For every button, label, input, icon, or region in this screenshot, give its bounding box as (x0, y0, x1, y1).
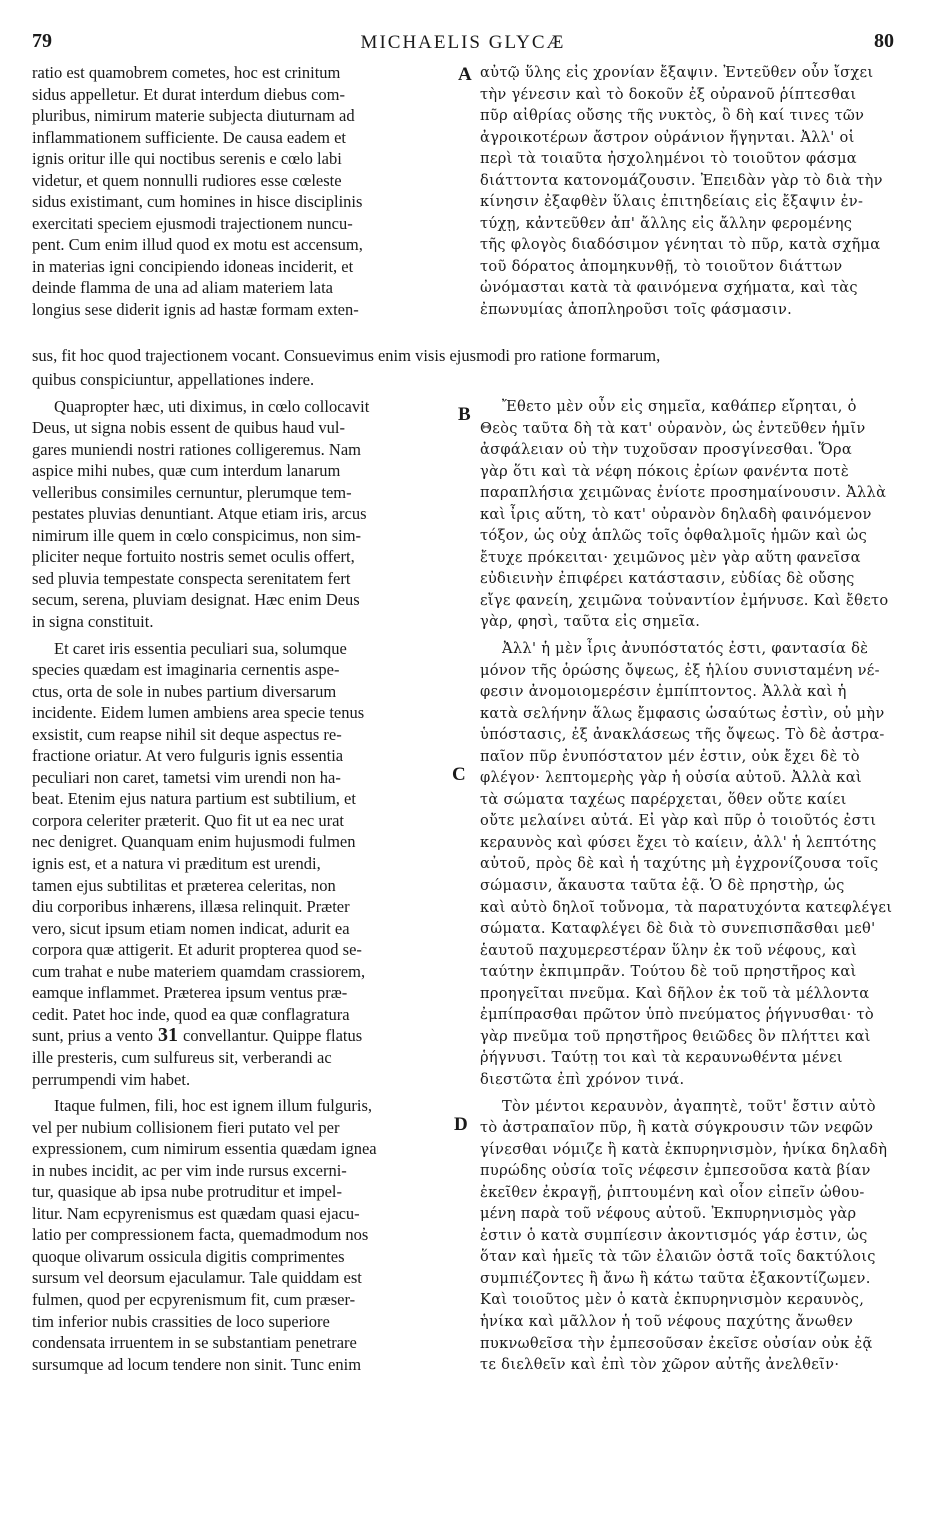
latin-line: ignis est, et a natura vi præditum est urendi, (32, 854, 321, 874)
latin-line: eamque inflammet. Præterea ipsum ventus præ- (32, 983, 348, 1003)
latin-line: condensata irruentem in se substantiam penetrare (32, 1333, 357, 1353)
section-marker-d: D (454, 1114, 468, 1135)
greek-line: Καὶ τοιοῦτος μὲν ὁ κατὰ ἐκπυρηνισμὸν κεραυνὸς, (480, 1291, 865, 1309)
greek-line: παῖον πῦρ ἐνυπόστατον μέν ἐστιν, οὐκ ἔχει δὲ τὸ (480, 747, 860, 765)
greek-line: Τὸν μέντοι κεραυνὸν, ἀγαπητὲ, τοῦτ' ἔστιν αὐτὸ (502, 1097, 876, 1115)
greek-line: γὰρ, φησὶ, ταῦτα εἰς σημεῖα. (480, 613, 701, 631)
full-width-line: sus, fit hoc quod trajectionem vocant. Consuevimus enim visis ejusmodi pro ratione formarum, (32, 346, 661, 365)
latin-line: pent. Cum enim illud quod ex motu est accensum, (32, 235, 363, 255)
greek-line: ἀγροικοτέρων ἄστρον οὐράνιον ἥγηνται. Ἀλλ' οἱ (480, 128, 855, 146)
latin-line: deinde flamma de una ad aliam materiem lata (32, 278, 333, 298)
greek-line: αὐτῷ ὕλης εἰς χρονίαν ἔξαψιν. Ἐντεῦθεν οὖν ἴσχει (480, 64, 874, 81)
latin-line: expressionem, cum nimirum essentia quædam ignea (32, 1139, 377, 1159)
greek-line: οὔτε μελαίνει αὐτά. Εἰ γὰρ καὶ πῦρ ὁ τοιοῦτός ἐστι (480, 812, 877, 830)
greek-line: τῆς φλογὸς διαδόσιμον γένηται τὸ πῦρ, κατὰ σχῆμα (480, 236, 881, 254)
greek-line: παραπλήσια χειμῶνας ἐνίοτε προσημαίνουσιν. Ἀλλὰ (480, 484, 887, 502)
greek-line: περὶ τὰ τοιαῦτα ἠσχολημένοι τὸ τοιοῦτον φάσμα (480, 150, 857, 168)
latin-column-main (32, 369, 452, 1375)
latin-line: velleribus consimiles cernuntur, plerumque tem- (32, 482, 352, 502)
latin-line: pliciter neque fortuito nostris semet oculis offert, (32, 547, 355, 567)
latin-line: ignis oritur ille qui noctibus serenis e cœlo labi (32, 149, 342, 169)
latin-line: sidus existimant, cum homines in hisce disciplinis (32, 192, 363, 212)
latin-line: sursum vel deorsum ejaculamur. Tale quiddam est (32, 1268, 362, 1288)
greek-line: καὶ αὐτὸ δηλοῖ τοὔνομα, τὰ παρατυχόντα κατεφλέγει (480, 898, 893, 916)
greek-line: πυρώδης οὐσία τοῖς νέφεσιν ἐμπεσοῦσα κατὰ βίαν (480, 1162, 871, 1180)
section-marker-b: B (458, 404, 471, 425)
greek-line: γὰρ πνεῦμα τοῦ πρηστῆρος θειῶδες ὂν πλήττει καὶ (480, 1027, 871, 1045)
section-marker-a: A (458, 64, 472, 85)
latin-line: aspice mihi nubes, quæ cum interdum lanarum (32, 461, 341, 481)
latin-line: ratio est quamobrem cometes, hoc est crinitum (32, 63, 341, 82)
page-header (30, 30, 896, 56)
running-head: MICHAELIS GLYCÆ (360, 32, 566, 53)
latin-line: vel per nubium collisionem fieri putato vel per (32, 1117, 340, 1137)
latin-line: in materias igni concipiendo idoneas inciderit, et (32, 256, 354, 276)
greek-line: τύχῃ, κἀντεῦθεν ἀπ' ἄλλης εἰς ἄλλην φερομένης (480, 214, 853, 232)
latin-line: perrumpendi vim habet. (32, 1069, 191, 1089)
greek-line: αὐτοῦ, πρὸς δὲ καὶ ἡ ταχύτης μὴ ἐγχρονίζουσα τοῖς (480, 855, 879, 873)
latin-line-start: sunt, prius a vento (32, 1026, 153, 1046)
latin-line: sursumque ad locum tendere non sinit. Tunc enim (32, 1354, 362, 1374)
right-page-number: 80 (874, 30, 894, 52)
latin-line: Et caret iris essentia peculiari sua, solumque (54, 638, 347, 658)
greek-line: μόνον τῆς ὁρώσης ὄψεως, ἐξ ἡλίου συνισταμένη νέ- (480, 661, 880, 679)
latin-line: sed pluvia tempestate conspecta serenitatem fert (32, 568, 351, 588)
latin-line: latio per compressionem facta, quemadmodum nos (32, 1225, 369, 1245)
greek-line: τὰ σώματα ταχέως παρέρχεται, ὅθεν οὔτε καίει (480, 790, 847, 808)
latin-line: Quapropter hæc, uti diximus, in cœlo collocavit (54, 396, 370, 416)
greek-line: τόξον, ὡς οὐχ ἁπλῶς τοῖς ὀφθαλμοῖς ἡμῶν καὶ ὡς (480, 527, 868, 545)
greek-line: κατὰ σελήνην ἅλως ἔμφασις ὡσαύτως ἐστὶν, οὐ μὴν (480, 704, 885, 722)
latin-line: species quædam est imaginaria cernentis aspe- (32, 660, 340, 680)
greek-line: εἴγε φανείη, χειμῶνα τοὐναντίον ἐμήνυσε. Καὶ ἔθετο (480, 591, 889, 609)
latin-line: pluribus, nimirum materie subjecta diuturnam ad (32, 106, 355, 126)
greek-line: ἀσφάλειαν οὐ τὴν τυχοῦσαν προσγίνεσθαι. Ὅρα (480, 441, 852, 459)
greek-line: Θεὸς ταῦτα δὴ τὰ κατ' οὐρανὸν, ὡς ἐντεῦθεν ἡμῖν (480, 419, 866, 437)
latin-line: ctus, orta de sole in nubes partium diversarum (32, 681, 337, 701)
latin-column-top (32, 62, 452, 321)
greek-line: τε διελθεῖν καὶ ἐπὶ τὸν χῶρον αὐτῆς ἀνελθεῖν· (480, 1356, 840, 1374)
latin-line: gares muniendi nostri rationes colligeremus. Nam (32, 439, 362, 459)
latin-line: peculiari non caret, tametsi vim urendi non ha- (32, 767, 341, 787)
greek-line: γίνεσθαι νόμιζε ἢ κατὰ ἐκπυρηνισμὸν, ἡνίκα δηλαδὴ (480, 1140, 888, 1158)
latin-line: cum trahat e nube materiem quamdam crassiorem, (32, 961, 366, 981)
greek-line: ἑαυτοῦ παχυμερεστέραν ὕλην ἐκ τοῦ νέφους, καὶ (480, 941, 858, 959)
latin-line: fractione oriatur. At vero fulguris ignis essentia (32, 746, 344, 766)
greek-line: ταύτην ἐκπιμπρᾶν. Τούτου δὲ τοῦ πρηστῆρος καὶ (480, 963, 857, 981)
greek-line: ἐμπίπρασθαι πρῶτον ὑπὸ πνεύματος ῥήγνυσθαι· τὸ (480, 1006, 874, 1024)
latin-line: tur, quasique ab ipsa nube protruditur et impel- (32, 1182, 343, 1202)
greek-line: φεσιν ἀνομοιομερέσιν ἐμπίπτοντος. Ἀλλὰ καὶ ἡ (480, 683, 847, 701)
latin-line: inflammationem sufficiente. De causa eadem et (32, 127, 346, 147)
greek-line: φλέγον· λεπτομερὴς γὰρ ἡ οὐσία αὐτοῦ. Ἀλλὰ καὶ (480, 769, 862, 787)
latin-line: vero, sicut ipsum etiam nomen indicat, adurit ea (32, 918, 350, 938)
greek-line: Ἔθετο μὲν οὖν εἰς σημεῖα, καθάπερ εἴρηται, ὁ (502, 398, 857, 415)
latin-line: incidente. Eidem lumen ambiens area specie tenus (32, 703, 365, 723)
folio-number: 31 (153, 1025, 183, 1047)
latin-line: corpora celeriter præterit. Quo fit ut ea nec urat (32, 810, 344, 830)
greek-line: ῥήγνυσι. Ταύτῃ τοι καὶ τὰ κεραυνωθέντα μένει (480, 1049, 843, 1067)
latin-line: fulmen, quod per ecpyrenismum fit, cum præser- (32, 1289, 356, 1309)
greek-line: ὑπόστασις, ἐξ ἀνακλάσεως τῆς ὄψεως. Τὸ δὲ ἀστρα- (480, 726, 885, 744)
latin-line: ille presteris, cum sulfureus sit, verberandi ac (32, 1047, 332, 1067)
left-page-number: 79 (32, 30, 52, 52)
latin-line: longius sese diderit ignis ad hastæ formam exten- (32, 300, 359, 320)
latin-line: pestates pluvias denuntiant. Atque etiam iris, arcus (32, 504, 367, 524)
greek-line: ὠνόμασται κατὰ τὰ φαινόμενα σχήματα, καὶ τὰς (480, 279, 858, 297)
greek-line: Ἀλλ' ἡ μὲν ἶρις ἀνυπόστατός ἐστι, φαντασία δὲ (502, 640, 869, 658)
greek-line: προηγεῖται πνεῦμα. Καὶ δῆλον ἐκ τοῦ τὰ μέλλοντα (480, 984, 870, 1002)
latin-line: tamen ejus subtilitas et præterea celeritas, non (32, 875, 336, 895)
latin-line: secum, serena, pluviam designat. Hæc enim Deus (32, 590, 360, 610)
greek-line: τὸ ἀστραπαῖον πῦρ, ἢ κατὰ σύγκρουσιν τῶν νεφῶν (480, 1119, 874, 1137)
latin-line: exercitati speciem ejusmodi trajectionem nuncu- (32, 213, 353, 233)
latin-line: nimirum ille quem in cœlo conspicimus, non sim- (32, 525, 362, 545)
greek-line: μένη παρὰ τοῦ νέφους αὐτοῦ. Ἐκπυρηνισμὸς γὰρ (480, 1205, 857, 1223)
greek-line: κίνησιν ἐξαφθὲν ὕλαις ἐπιτηδείαις εἰς ἔξαψιν ἐν- (480, 193, 864, 211)
latin-line-end: convellantur. Quippe flatus (183, 1026, 363, 1046)
latin-line: litur. Nam ecpyrenismus est quædam quasi ejacu- (32, 1203, 360, 1223)
latin-line: quoque olivarum ossicula digitis comprimentes (32, 1246, 345, 1266)
greek-column-main (480, 396, 898, 1376)
greek-line: ὅταν καὶ ἡμεῖς τὰ τῶν ἐλαιῶν ὀστᾶ τοῖς δακτύλοις (480, 1248, 876, 1266)
latin-line (32, 1025, 452, 1047)
greek-line: κεραυνὸς καὶ φύσει ἔχει τὸ καίειν, ἀλλ' ἡ λεπτότης (480, 833, 877, 851)
section-marker-c: C (452, 764, 466, 785)
latin-line: videtur, et quem nonnulli rudiores esse cœleste (32, 170, 342, 190)
latin-line: sidus appelletur. Et durat interdum diebus com- (32, 84, 345, 104)
latin-line: exsistit, cum reapse nihil sit deque aspectus re- (32, 724, 342, 744)
greek-line: εὐδιεινὴν ἐπιφέρει κατάστασιν, εὐδίας δὲ οὔσης (480, 570, 855, 588)
greek-line: ἐκεῖθεν ἐκραγῇ, ῥιπτουμένη καὶ οἷον εἰπεῖν ὠθου- (480, 1183, 865, 1201)
greek-line: τὴν γένεσιν καὶ τὸ δοκοῦν ἐξ οὐρανοῦ ῥίπτεσθαι (480, 85, 857, 103)
latin-line: quibus conspiciuntur, appellationes indere. (32, 370, 315, 389)
greek-column-top (480, 62, 898, 321)
latin-line: cedit. Patet hoc inde, quod ea quæ conflagratura (32, 1004, 350, 1024)
latin-line: Itaque fulmen, fili, hoc est ignem illum fulguris, (54, 1096, 373, 1116)
greek-line: πυκνωθεῖσα τὴν ἐμπεσοῦσαν ἐκεῖσε οὐσίαν οὐκ ἐᾷ (480, 1334, 873, 1352)
latin-line: beat. Etenim ejus natura partium est subtilium, et (32, 789, 356, 809)
latin-line: corpora quæ attigerit. Et adurit propterea quod se- (32, 940, 362, 960)
greek-line: ἐστιν ὁ κατὰ συμπίεσιν ἀκοντισμός γάρ ἐστιν, ὡς (480, 1226, 868, 1244)
latin-line: in signa constituit. (32, 612, 154, 632)
greek-line: καὶ ἶρις αὕτη, τὸ κατ' οὐρανὸν δηλαδὴ φαινόμενον (480, 505, 872, 523)
latin-line: diu corporibus inhærens, illæsa relinquit. Præter (32, 897, 350, 917)
greek-line: σώμασιν, ἄκαυστα ταῦτα ἐᾷ. Ὁ δὲ πρηστὴρ, ὡς (480, 877, 845, 895)
latin-line: tim inferior nubis crassities de loco superiore (32, 1311, 330, 1331)
greek-line: γὰρ ὅτι καὶ τὰ νέφη πόκοις ἐρίων φανέντα ποτὲ (480, 462, 850, 480)
greek-line: ἡνίκα καὶ μᾶλλον ἡ τοῦ νέφους παχύτης ἄνωθεν (480, 1312, 854, 1330)
greek-line: πῦρ αἰθρίας οὔσης τῆς νυκτὸς, ὃ δὴ καί τινες τῶν (480, 107, 865, 125)
latin-line: nec denigret. Quanquam enim hujusmodi fulmen (32, 832, 356, 852)
greek-line: διάττοντα κατονομάζουσιν. Ἐπειδὰν γὰρ τὸ διὰ τὴν (480, 171, 883, 189)
latin-line: Deus, ut signa nobis essent de quibus haud vul- (32, 418, 346, 438)
greek-line: συμπιέζοντες ἢ ἄνω ἢ κάτω ταῦτα ἐξακοντίζωμεν. (480, 1269, 871, 1287)
greek-line: διεστῶτα ἐπὶ χρόνον τινά. (480, 1070, 685, 1088)
greek-line: ἔτυχε πρόκειται· χειμῶνος μὲν γὰρ αὕτη φανεῖσα (480, 548, 861, 566)
greek-line: ἐπωνυμίας ἀποπληροῦσι τοῖς φάσμασιν. (480, 301, 793, 319)
latin-line: in nubes incidit, ac per vim inde rursus excerni- (32, 1160, 347, 1180)
greek-line: σώματα. Καταφλέγει δὲ διὰ τὸ συνεπισπᾶσθαι μεθ' (480, 920, 876, 938)
greek-line: τοῦ δόρατος ἀπομηκυνθῇ, τὸ τοιοῦτον διάττων (480, 257, 843, 275)
